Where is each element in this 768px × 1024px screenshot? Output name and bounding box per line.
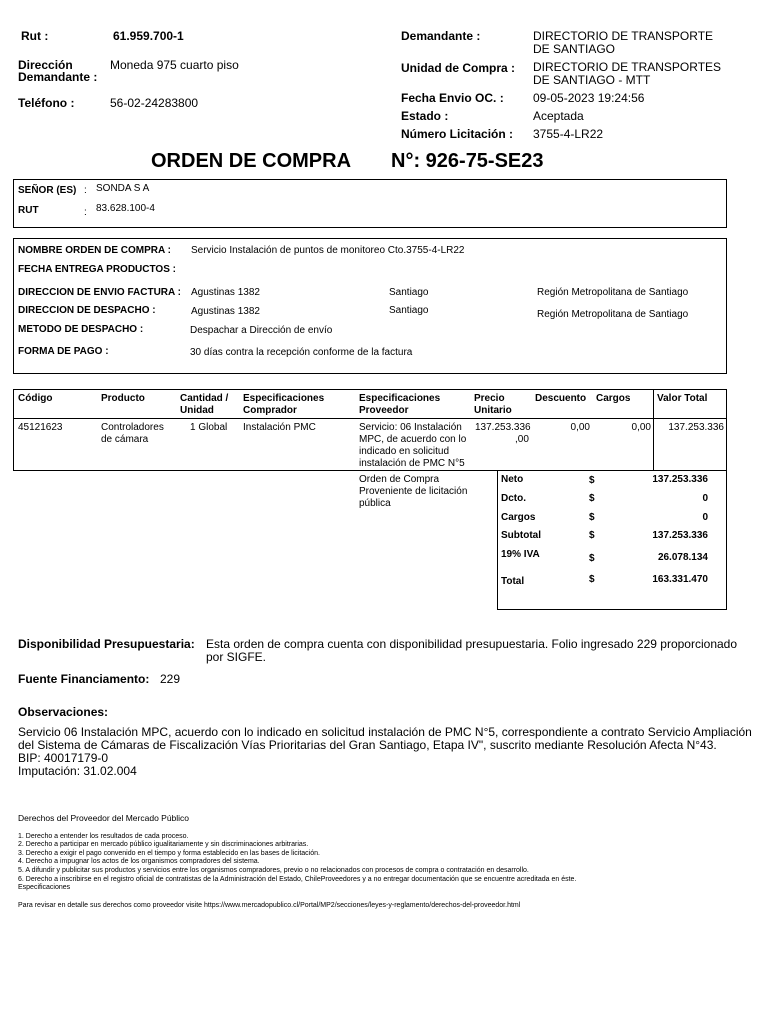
col-espcomp-1: Especificaciones — [243, 393, 325, 404]
col-codigo: Código — [18, 393, 53, 404]
col-valor: Valor Total — [657, 393, 708, 404]
row-espprov-4: instalación de PMC N°5 — [359, 458, 465, 469]
unidad-value-1: DIRECTORIO DE TRANSPORTES — [533, 60, 722, 74]
disponibilidad-value-1: Esta orden de compra cuenta con disponibilidad presupuestaria. Folio ingresado 229 proporcionado — [206, 637, 738, 651]
row-precio-2: ,00 — [515, 434, 529, 445]
row-cantidad: 1 Global — [190, 422, 228, 433]
nota-1: Orden de Compra — [359, 474, 440, 485]
row-valor: 137.253.336 — [668, 422, 724, 433]
senor-colon: : — [84, 185, 87, 196]
metodo-value: Despachar a Dirección de envío — [190, 325, 333, 336]
senor-label: SEÑOR (ES) — [18, 185, 77, 196]
envio-factura-dir: Agustinas 1382 — [191, 287, 260, 298]
dcto-label: Dcto. — [501, 493, 526, 504]
neto-currency: $ — [589, 475, 595, 486]
disponibilidad-value-2: por SIGFE. — [206, 650, 267, 664]
row-descuento: 0,00 — [570, 422, 590, 433]
col-cantidad-1: Cantidad / — [180, 393, 229, 404]
cargos-currency: $ — [589, 512, 595, 523]
col-precio-1: Precio — [474, 393, 505, 404]
nota-2: Proveniente de licitación — [359, 486, 468, 497]
direccion-label-2: Demandante : — [18, 70, 98, 84]
row-precio-1: 137.253.336 — [475, 422, 531, 433]
licitacion-label: Número Licitación : — [401, 127, 514, 141]
row-espprov-1: Servicio: 06 Instalación — [359, 422, 462, 433]
total-currency: $ — [589, 574, 595, 585]
derechos-title: Derechos del Proveedor del Mercado Público — [18, 813, 190, 823]
neto-value: 137.253.336 — [652, 474, 708, 485]
senor-value: SONDA S A — [96, 183, 150, 194]
direccion-value: Moneda 975 cuarto piso — [110, 58, 239, 72]
licitacion-value: 3755-4-LR22 — [533, 127, 604, 141]
proveedor-rut-label: RUT — [18, 205, 39, 216]
iva-label: 19% IVA — [501, 549, 540, 560]
col-cantidad-2: Unidad — [180, 405, 214, 416]
metodo-label: METODO DE DESPACHO : — [18, 324, 144, 335]
despacho-label: DIRECCION DE DESPACHO : — [18, 305, 156, 316]
col-descuento: Descuento — [535, 393, 587, 404]
demandante-value-2: DE SANTIAGO — [533, 42, 616, 56]
row-producto-1: Controladores — [101, 422, 164, 433]
nota-3: pública — [359, 498, 391, 509]
row-espprov-2: MPC, de acuerdo con lo — [359, 434, 467, 445]
forma-pago-value: 30 días contra la recepción conforme de la factura — [190, 347, 413, 358]
proveedor-rut-value: 83.628.100-4 — [96, 203, 155, 214]
despacho-dir: Agustinas 1382 — [191, 306, 260, 317]
col-cargos: Cargos — [596, 393, 631, 404]
col-espprov-1: Especificaciones — [359, 393, 441, 404]
despacho-city: Santiago — [389, 305, 429, 316]
row-espprov-3: indicado en solicitud — [359, 446, 450, 457]
col-espcomp-2: Comprador — [243, 405, 297, 416]
estado-value: Aceptada — [533, 109, 584, 123]
telefono-label: Teléfono : — [18, 96, 75, 110]
rut-value: 61.959.700-1 — [113, 29, 184, 43]
derecho-5: 5. A difundir y publicitar sus productos y servicios entre los organismos compradores, previo o no relacionados con procesos de compra o contratación en desarrollo. — [18, 867, 529, 874]
subtotal-currency: $ — [589, 530, 595, 541]
unidad-label: Unidad de Compra : — [401, 61, 516, 75]
despacho-region: Región Metropolitana de Santiago — [537, 309, 689, 320]
derecho-4: 4. Derecho a impugnar los actos de los organismos compradores del sistema. — [18, 858, 260, 865]
nombre-orden-label: NOMBRE ORDEN DE COMPRA : — [18, 245, 171, 256]
cargos-value: 0 — [702, 512, 708, 523]
observaciones-line-1: Servicio 06 Instalación MPC, acuerdo con lo indicado en solicitud instalación de PMC N°5, correspondiente a contrato Servicio Ampliación — [18, 725, 752, 739]
dcto-value: 0 — [702, 493, 708, 504]
observaciones-line-2: del Sistema de Cámaras de Fiscalización Vías Prioritarias del Gran Santiago, Etapa IV", suscrito mediante Resolución Afecta N°43. — [18, 738, 717, 752]
row-producto-2: de cámara — [101, 434, 149, 445]
page-title: ORDEN DE COMPRA — [151, 150, 352, 172]
derechos-link[interactable]: Para revisar en detalle sus derechos como proveedor visite https://www.mercadopublico.cl/Portal/MP2/secciones/leyes-y-reglamento/derechos-del-proveedor.html — [18, 902, 521, 909]
col-producto: Producto — [101, 393, 145, 404]
nombre-orden-value: Servicio Instalación de puntos de monitoreo Cto.3755-4-LR22 — [191, 245, 465, 256]
total-label: Total — [501, 576, 525, 587]
row-cargos: 0,00 — [631, 422, 651, 433]
telefono-value: 56-02-24283800 — [110, 96, 199, 110]
fecha-envio-label: Fecha Envio OC. : — [401, 91, 504, 105]
rut-colon: : — [84, 207, 87, 218]
unidad-value-2: DE SANTIAGO - MTT — [533, 73, 651, 87]
fuente-value: 229 — [160, 672, 181, 686]
derecho-3: 3. Derecho a exigir el pago convenido en el tiempo y forma establecido en las bases de licitación. — [18, 850, 320, 857]
iva-value: 26.078.134 — [657, 552, 708, 563]
demandante-label: Demandante : — [401, 29, 481, 43]
envio-factura-label: DIRECCION DE ENVIO FACTURA : — [18, 287, 181, 298]
observaciones-line-3: BIP: 40017179-0 — [18, 751, 109, 765]
fuente-label: Fuente Financiamento: — [18, 672, 150, 686]
observaciones-label: Observaciones: — [18, 705, 109, 719]
disponibilidad-label: Disponibilidad Presupuestaria: — [18, 637, 195, 651]
col-precio-2: Unitario — [474, 405, 512, 416]
col-espprov-2: Proveedor — [359, 405, 409, 416]
derecho-1: 1. Derecho a entender los resultados de cada proceso. — [18, 833, 189, 840]
row-codigo: 45121623 — [18, 422, 63, 433]
envio-factura-city: Santiago — [389, 287, 429, 298]
fecha-entrega-label: FECHA ENTREGA PRODUCTOS : — [18, 264, 176, 275]
order-number: N°: 926-75-SE23 — [391, 150, 544, 172]
observaciones-line-4: Imputación: 31.02.004 — [18, 764, 137, 778]
direccion-label-1: Dirección — [18, 58, 73, 72]
derecho-6: 6. Derecho a inscribirse en el registro oficial de contratistas de la Administración del Estado, ChileProveedores y a no entregar documentación que se encuentre acreditada en éste. — [18, 876, 577, 883]
demandante-value-1: DIRECTORIO DE TRANSPORTE — [533, 29, 714, 43]
envio-factura-region: Región Metropolitana de Santiago — [537, 287, 689, 298]
dcto-currency: $ — [589, 493, 595, 504]
estado-label: Estado : — [401, 109, 449, 123]
derecho-2: 2. Derecho a participar en mercado público igualitariamente y sin discriminaciones arbitrarias. — [18, 841, 309, 848]
derecho-especificaciones: Especificaciones — [18, 884, 71, 891]
rut-label: Rut : — [21, 29, 49, 43]
fecha-envio-value: 09-05-2023 19:24:56 — [533, 91, 645, 105]
cargos-label: Cargos — [501, 512, 536, 523]
total-value: 163.331.470 — [652, 574, 708, 585]
forma-pago-label: FORMA DE PAGO : — [18, 346, 109, 357]
iva-currency: $ — [589, 553, 595, 564]
subtotal-label: Subtotal — [501, 530, 541, 541]
subtotal-value: 137.253.336 — [652, 530, 708, 541]
neto-label: Neto — [501, 474, 524, 485]
row-espcomp: Instalación PMC — [243, 422, 316, 433]
